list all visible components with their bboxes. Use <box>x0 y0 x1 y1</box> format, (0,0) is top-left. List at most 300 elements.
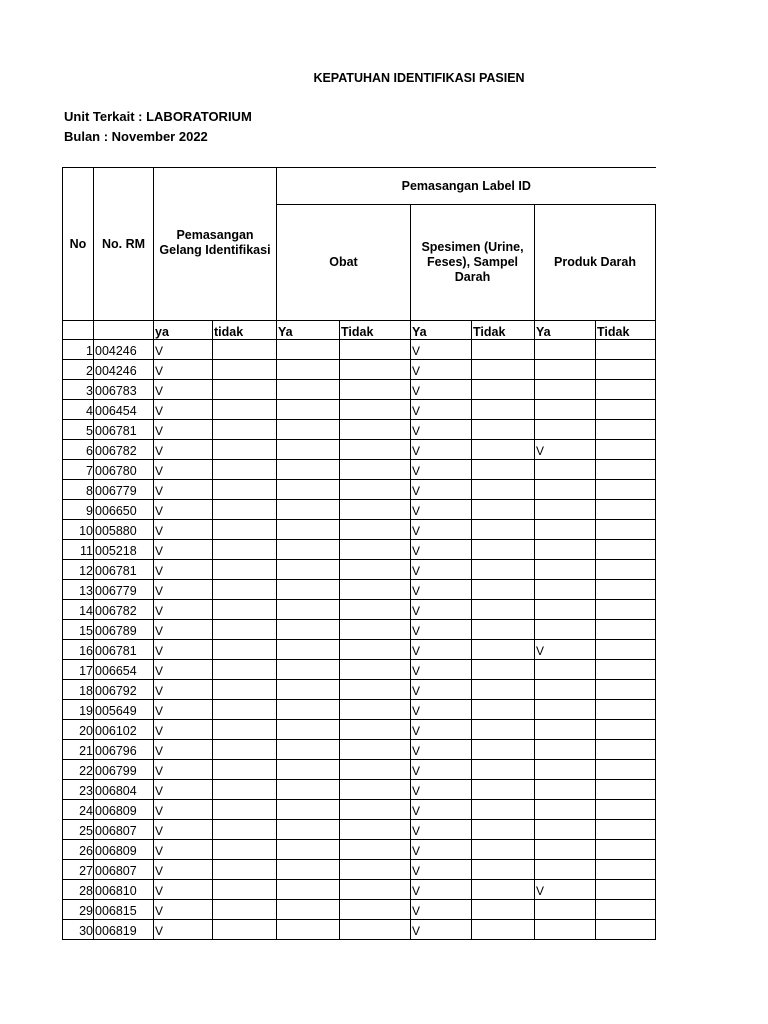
row-number: 3 <box>63 380 94 400</box>
obat-tidak-cell <box>340 520 411 540</box>
produk-tidak-cell <box>596 920 656 940</box>
record-number: 005880 <box>94 520 154 540</box>
produk-ya-cell <box>535 380 596 400</box>
obat-tidak-cell <box>340 460 411 480</box>
spesimen-ya-cell: V <box>411 920 472 940</box>
row-number: 12 <box>63 560 94 580</box>
record-number: 006809 <box>94 840 154 860</box>
obat-ya-cell <box>277 680 340 700</box>
spesimen-tidak-cell <box>472 440 535 460</box>
gelang-ya-cell: V <box>154 920 213 940</box>
spesimen-ya-cell: V <box>411 340 472 360</box>
gelang-tidak-cell <box>213 840 277 860</box>
obat-ya-cell <box>277 420 340 440</box>
table-row <box>63 840 656 860</box>
row-number: 10 <box>63 520 94 540</box>
spesimen-ya-cell: V <box>411 520 472 540</box>
spesimen-tidak-cell <box>472 780 535 800</box>
obat-ya-cell <box>277 720 340 740</box>
obat-tidak-cell <box>340 500 411 520</box>
row-number: 26 <box>63 840 94 860</box>
row-number: 9 <box>63 500 94 520</box>
spesimen-ya-cell: V <box>411 860 472 880</box>
table-row <box>63 640 656 660</box>
row-number: 21 <box>63 740 94 760</box>
gelang-tidak-cell <box>213 500 277 520</box>
spesimen-ya-cell: V <box>411 880 472 900</box>
gelang-tidak-cell <box>213 900 277 920</box>
compliance-table <box>62 167 656 940</box>
gelang-ya-cell: V <box>154 760 213 780</box>
obat-tidak-cell <box>340 580 411 600</box>
obat-ya-cell <box>277 900 340 920</box>
gelang-ya-cell: V <box>154 440 213 460</box>
gelang-ya-cell: V <box>154 660 213 680</box>
spesimen-tidak-cell <box>472 500 535 520</box>
record-number: 004246 <box>94 360 154 380</box>
table-row <box>63 480 656 500</box>
obat-ya-cell <box>277 480 340 500</box>
record-number: 006815 <box>94 900 154 920</box>
gelang-ya-cell: V <box>154 380 213 400</box>
obat-tidak-cell <box>340 640 411 660</box>
produk-tidak-cell <box>596 580 656 600</box>
spesimen-ya-cell: V <box>411 700 472 720</box>
gelang-ya-cell: V <box>154 900 213 920</box>
produk-tidak-cell <box>596 760 656 780</box>
produk-tidak-cell <box>596 560 656 580</box>
produk-tidak-cell <box>596 540 656 560</box>
gelang-ya-cell: V <box>154 480 213 500</box>
produk-ya-cell <box>535 400 596 420</box>
gelang-ya-cell: V <box>154 600 213 620</box>
gelang-tidak-cell <box>213 520 277 540</box>
gelang-tidak-cell <box>213 780 277 800</box>
spesimen-ya-cell: V <box>411 500 472 520</box>
gelang-ya-cell: V <box>154 520 213 540</box>
subheader-obat-tidak: Tidak <box>340 321 411 340</box>
obat-tidak-cell <box>340 560 411 580</box>
obat-tidak-cell <box>340 360 411 380</box>
gelang-tidak-cell <box>213 400 277 420</box>
obat-ya-cell <box>277 660 340 680</box>
spesimen-tidak-cell <box>472 680 535 700</box>
produk-ya-cell <box>535 680 596 700</box>
record-number: 006779 <box>94 580 154 600</box>
spesimen-tidak-cell <box>472 820 535 840</box>
table-row <box>63 620 656 640</box>
row-number: 27 <box>63 860 94 880</box>
spesimen-ya-cell: V <box>411 800 472 820</box>
obat-tidak-cell <box>340 540 411 560</box>
gelang-ya-cell: V <box>154 360 213 380</box>
spesimen-tidak-cell <box>472 840 535 860</box>
spesimen-ya-cell: V <box>411 840 472 860</box>
table-row <box>63 520 656 540</box>
gelang-ya-cell: V <box>154 420 213 440</box>
record-number: 006799 <box>94 760 154 780</box>
gelang-tidak-cell <box>213 380 277 400</box>
obat-tidak-cell <box>340 900 411 920</box>
produk-ya-cell <box>535 840 596 860</box>
gelang-tidak-cell <box>213 660 277 680</box>
row-number: 29 <box>63 900 94 920</box>
record-number: 005218 <box>94 540 154 560</box>
gelang-tidak-cell <box>213 720 277 740</box>
row-number: 8 <box>63 480 94 500</box>
gelang-ya-cell: V <box>154 780 213 800</box>
obat-ya-cell <box>277 920 340 940</box>
obat-ya-cell <box>277 740 340 760</box>
row-number: 13 <box>63 580 94 600</box>
obat-tidak-cell <box>340 700 411 720</box>
produk-ya-cell <box>535 560 596 580</box>
record-number: 006781 <box>94 420 154 440</box>
spesimen-ya-cell: V <box>411 460 472 480</box>
obat-tidak-cell <box>340 860 411 880</box>
obat-ya-cell <box>277 840 340 860</box>
gelang-tidak-cell <box>213 760 277 780</box>
unit-label: Unit Terkait : LABORATORIUM <box>64 109 252 124</box>
produk-tidak-cell <box>596 460 656 480</box>
obat-ya-cell <box>277 400 340 420</box>
obat-tidak-cell <box>340 660 411 680</box>
gelang-ya-cell: V <box>154 680 213 700</box>
spesimen-tidak-cell <box>472 800 535 820</box>
row-number: 28 <box>63 880 94 900</box>
spesimen-tidak-cell <box>472 900 535 920</box>
spesimen-tidak-cell <box>472 540 535 560</box>
table-row <box>63 440 656 460</box>
spesimen-ya-cell: V <box>411 740 472 760</box>
obat-tidak-cell <box>340 680 411 700</box>
gelang-ya-cell: V <box>154 640 213 660</box>
gelang-tidak-cell <box>213 860 277 880</box>
gelang-ya-cell: V <box>154 460 213 480</box>
produk-ya-cell <box>535 900 596 920</box>
produk-ya-cell <box>535 920 596 940</box>
table-row <box>63 340 656 360</box>
row-number: 18 <box>63 680 94 700</box>
produk-tidak-cell <box>596 820 656 840</box>
table-row <box>63 720 656 740</box>
table-row <box>63 420 656 440</box>
header-produk-darah: Produk Darah <box>535 205 656 321</box>
spesimen-ya-cell: V <box>411 420 472 440</box>
row-number: 19 <box>63 700 94 720</box>
row-number: 2 <box>63 360 94 380</box>
produk-ya-cell <box>535 500 596 520</box>
spesimen-tidak-cell <box>472 480 535 500</box>
obat-ya-cell <box>277 760 340 780</box>
produk-ya-cell <box>535 480 596 500</box>
produk-ya-cell <box>535 460 596 480</box>
record-number: 006819 <box>94 920 154 940</box>
spesimen-ya-cell: V <box>411 400 472 420</box>
spesimen-tidak-cell <box>472 740 535 760</box>
row-number: 16 <box>63 640 94 660</box>
record-number: 006807 <box>94 820 154 840</box>
obat-ya-cell <box>277 580 340 600</box>
gelang-ya-cell: V <box>154 820 213 840</box>
spesimen-tidak-cell <box>472 460 535 480</box>
obat-tidak-cell <box>340 420 411 440</box>
produk-ya-cell <box>535 620 596 640</box>
row-number: 15 <box>63 620 94 640</box>
obat-tidak-cell <box>340 760 411 780</box>
record-number: 006810 <box>94 880 154 900</box>
spesimen-tidak-cell <box>472 640 535 660</box>
gelang-ya-cell: V <box>154 580 213 600</box>
table-row <box>63 500 656 520</box>
table-row <box>63 540 656 560</box>
produk-ya-cell <box>535 780 596 800</box>
produk-tidak-cell <box>596 900 656 920</box>
record-number: 004246 <box>94 340 154 360</box>
table-row <box>63 580 656 600</box>
spesimen-ya-cell: V <box>411 780 472 800</box>
record-number: 006650 <box>94 500 154 520</box>
obat-ya-cell <box>277 460 340 480</box>
table-row <box>63 860 656 880</box>
spesimen-tidak-cell <box>472 700 535 720</box>
obat-tidak-cell <box>340 720 411 740</box>
subheader-spesimen-ya: Ya <box>411 321 472 340</box>
row-number: 1 <box>63 340 94 360</box>
page-title: KEPATUHAN IDENTIFIKASI PASIEN <box>313 71 525 85</box>
obat-tidak-cell <box>340 440 411 460</box>
obat-ya-cell <box>277 620 340 640</box>
table-row <box>63 780 656 800</box>
spesimen-ya-cell: V <box>411 620 472 640</box>
produk-ya-cell <box>535 580 596 600</box>
produk-tidak-cell <box>596 640 656 660</box>
obat-tidak-cell <box>340 840 411 860</box>
spesimen-ya-cell: V <box>411 440 472 460</box>
gelang-ya-cell: V <box>154 720 213 740</box>
spesimen-tidak-cell <box>472 360 535 380</box>
obat-ya-cell <box>277 780 340 800</box>
produk-tidak-cell <box>596 620 656 640</box>
header-spesimen: Spesimen (Urine, Feses), Sampel Darah <box>411 205 535 321</box>
obat-ya-cell <box>277 440 340 460</box>
spesimen-ya-cell: V <box>411 580 472 600</box>
spesimen-ya-cell: V <box>411 820 472 840</box>
gelang-tidak-cell <box>213 740 277 760</box>
produk-tidak-cell <box>596 740 656 760</box>
produk-tidak-cell <box>596 800 656 820</box>
produk-ya-cell <box>535 520 596 540</box>
produk-ya-cell <box>535 420 596 440</box>
produk-ya-cell <box>535 860 596 880</box>
table-row <box>63 800 656 820</box>
table-body <box>63 340 656 940</box>
row-number: 11 <box>63 540 94 560</box>
gelang-ya-cell: V <box>154 860 213 880</box>
record-number: 006807 <box>94 860 154 880</box>
row-number: 5 <box>63 420 94 440</box>
gelang-ya-cell: V <box>154 620 213 640</box>
table-row <box>63 820 656 840</box>
table-row <box>63 460 656 480</box>
spesimen-ya-cell: V <box>411 640 472 660</box>
spesimen-tidak-cell <box>472 580 535 600</box>
record-number: 006792 <box>94 680 154 700</box>
record-number: 005649 <box>94 700 154 720</box>
table-row <box>63 660 656 680</box>
gelang-tidak-cell <box>213 560 277 580</box>
produk-tidak-cell <box>596 520 656 540</box>
obat-ya-cell <box>277 880 340 900</box>
gelang-tidak-cell <box>213 920 277 940</box>
record-number: 006780 <box>94 460 154 480</box>
record-number: 006102 <box>94 720 154 740</box>
row-number: 24 <box>63 800 94 820</box>
produk-tidak-cell <box>596 660 656 680</box>
obat-tidak-cell <box>340 880 411 900</box>
obat-ya-cell <box>277 360 340 380</box>
record-number: 006809 <box>94 800 154 820</box>
obat-ya-cell <box>277 380 340 400</box>
obat-tidak-cell <box>340 620 411 640</box>
record-number: 006781 <box>94 560 154 580</box>
record-number: 006796 <box>94 740 154 760</box>
record-number: 006783 <box>94 380 154 400</box>
month-label: Bulan : November 2022 <box>64 129 208 144</box>
spesimen-ya-cell: V <box>411 600 472 620</box>
spesimen-ya-cell: V <box>411 560 472 580</box>
obat-ya-cell <box>277 860 340 880</box>
produk-ya-cell <box>535 760 596 780</box>
obat-ya-cell <box>277 820 340 840</box>
obat-ya-cell <box>277 640 340 660</box>
gelang-ya-cell: V <box>154 800 213 820</box>
gelang-tidak-cell <box>213 580 277 600</box>
produk-tidak-cell <box>596 860 656 880</box>
produk-tidak-cell <box>596 420 656 440</box>
subheader-gelang-tidak: tidak <box>213 321 277 340</box>
produk-tidak-cell <box>596 360 656 380</box>
spesimen-tidak-cell <box>472 420 535 440</box>
table-row <box>63 400 656 420</box>
subheader-produk-tidak: Tidak <box>596 321 656 340</box>
subheader-obat-ya: Ya <box>277 321 340 340</box>
header-obat: Obat <box>277 205 411 321</box>
gelang-tidak-cell <box>213 440 277 460</box>
gelang-tidak-cell <box>213 420 277 440</box>
gelang-tidak-cell <box>213 540 277 560</box>
spesimen-ya-cell: V <box>411 680 472 700</box>
produk-ya-cell: V <box>535 440 596 460</box>
spesimen-tidak-cell <box>472 860 535 880</box>
record-number: 006782 <box>94 600 154 620</box>
spesimen-tidak-cell <box>472 340 535 360</box>
row-number: 23 <box>63 780 94 800</box>
table-row <box>63 700 656 720</box>
obat-tidak-cell <box>340 340 411 360</box>
obat-tidak-cell <box>340 820 411 840</box>
spesimen-tidak-cell <box>472 660 535 680</box>
subheader-spesimen-tidak: Tidak <box>472 321 535 340</box>
produk-ya-cell <box>535 600 596 620</box>
header-no-rm: No. RM <box>94 168 154 321</box>
spesimen-ya-cell: V <box>411 380 472 400</box>
obat-ya-cell <box>277 520 340 540</box>
gelang-tidak-cell <box>213 480 277 500</box>
produk-ya-cell <box>535 340 596 360</box>
produk-tidak-cell <box>596 600 656 620</box>
gelang-tidak-cell <box>213 600 277 620</box>
gelang-tidak-cell <box>213 680 277 700</box>
spesimen-ya-cell: V <box>411 760 472 780</box>
obat-ya-cell <box>277 560 340 580</box>
gelang-tidak-cell <box>213 800 277 820</box>
record-number: 006454 <box>94 400 154 420</box>
produk-tidak-cell <box>596 720 656 740</box>
spesimen-ya-cell: V <box>411 900 472 920</box>
obat-tidak-cell <box>340 480 411 500</box>
obat-ya-cell <box>277 540 340 560</box>
spesimen-tidak-cell <box>472 400 535 420</box>
obat-tidak-cell <box>340 740 411 760</box>
gelang-tidak-cell <box>213 820 277 840</box>
produk-tidak-cell <box>596 440 656 460</box>
header-label-id: Pemasangan Label ID <box>277 168 656 205</box>
spesimen-tidak-cell <box>472 880 535 900</box>
table-row <box>63 740 656 760</box>
gelang-tidak-cell <box>213 340 277 360</box>
obat-tidak-cell <box>340 400 411 420</box>
header-no: No <box>63 168 94 321</box>
row-number: 7 <box>63 460 94 480</box>
spesimen-tidak-cell <box>472 600 535 620</box>
row-number: 14 <box>63 600 94 620</box>
obat-tidak-cell <box>340 800 411 820</box>
spesimen-tidak-cell <box>472 520 535 540</box>
row-number: 20 <box>63 720 94 740</box>
row-number: 4 <box>63 400 94 420</box>
record-number: 006654 <box>94 660 154 680</box>
gelang-ya-cell: V <box>154 880 213 900</box>
table-row <box>63 560 656 580</box>
produk-tidak-cell <box>596 840 656 860</box>
table-row <box>63 600 656 620</box>
table-row <box>63 880 656 900</box>
produk-tidak-cell <box>596 340 656 360</box>
gelang-tidak-cell <box>213 360 277 380</box>
row-number: 6 <box>63 440 94 460</box>
spesimen-tidak-cell <box>472 620 535 640</box>
gelang-tidak-cell <box>213 640 277 660</box>
produk-tidak-cell <box>596 400 656 420</box>
table-row <box>63 360 656 380</box>
table-row <box>63 920 656 940</box>
spesimen-tidak-cell <box>472 920 535 940</box>
produk-tidak-cell <box>596 880 656 900</box>
gelang-tidak-cell <box>213 880 277 900</box>
row-number: 30 <box>63 920 94 940</box>
spesimen-tidak-cell <box>472 760 535 780</box>
gelang-ya-cell: V <box>154 840 213 860</box>
produk-ya-cell: V <box>535 640 596 660</box>
record-number: 006781 <box>94 640 154 660</box>
spesimen-ya-cell: V <box>411 540 472 560</box>
obat-tidak-cell <box>340 920 411 940</box>
gelang-tidak-cell <box>213 700 277 720</box>
spesimen-tidak-cell <box>472 720 535 740</box>
produk-ya-cell <box>535 360 596 380</box>
spesimen-ya-cell: V <box>411 660 472 680</box>
